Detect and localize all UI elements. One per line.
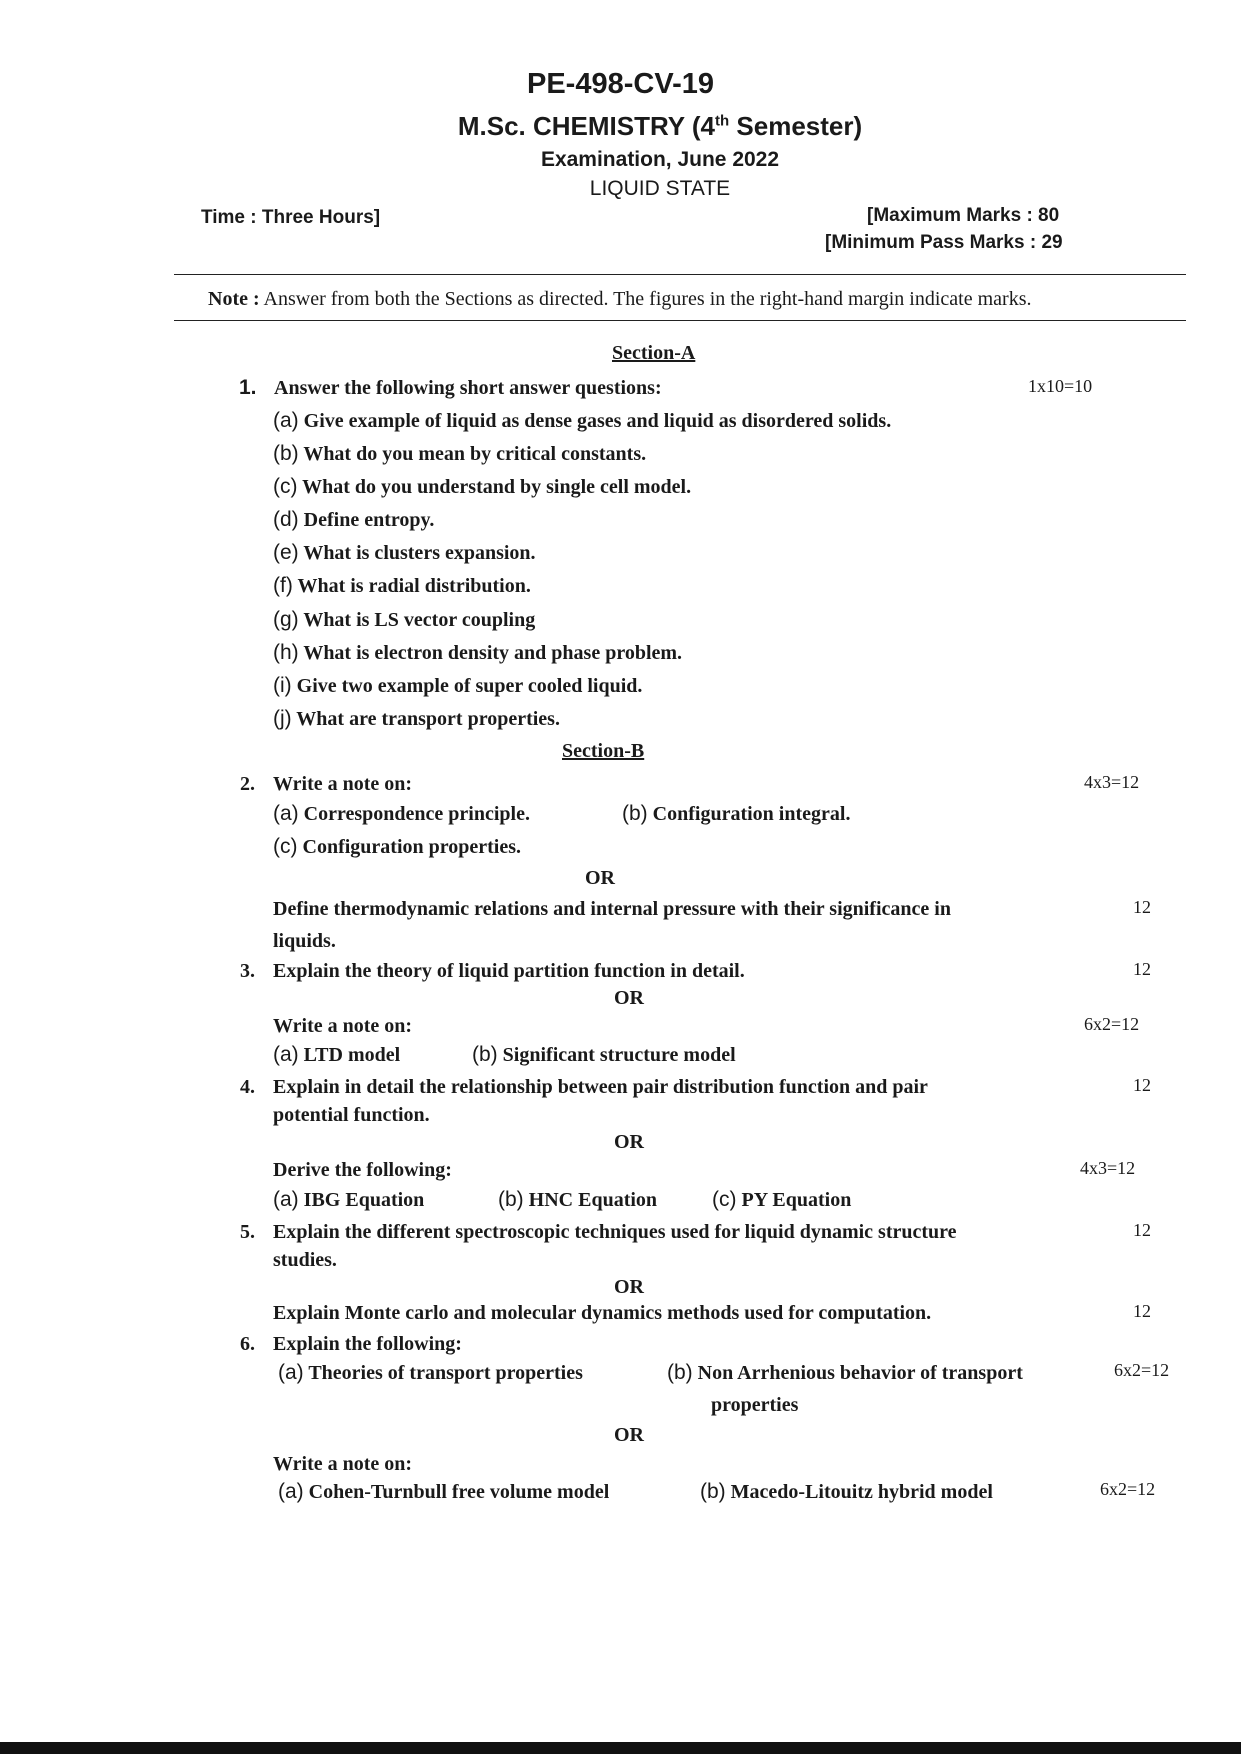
q6-alt-text: Write a note on: (273, 1453, 413, 1475)
q1-part-f: (f) What is radial distribution. (273, 574, 531, 597)
q1-text: Answer the following short answer questions: (274, 377, 662, 399)
section-a-title: Section-A (612, 342, 696, 364)
minimum-pass-marks: [Minimum Pass Marks : 29 (825, 232, 1063, 253)
q1-part-d: (d) Define entropy. (273, 508, 435, 531)
section-b-title: Section-B (562, 740, 645, 762)
course-title: M.Sc. CHEMISTRY (4th Semester) (457, 111, 863, 141)
q5-line1: Explain the different spectroscopic techniques used for liquid dynamic structure (273, 1221, 957, 1243)
q3-alt-marks: 6x2=12 (1084, 1014, 1140, 1034)
q5-line2: studies. (273, 1249, 337, 1271)
q4-part-c: (c) PY Equation (712, 1188, 852, 1211)
q4-marks: 12 (1133, 1075, 1151, 1095)
q4-line1: Explain in detail the relationship between pair distribution function and pair (273, 1076, 928, 1098)
q6-alt-part-a: (a) Cohen-Turnbull free volume model (278, 1480, 610, 1503)
q1-part-e: (e) What is clusters expansion. (273, 541, 536, 564)
q6-alt-part-b: (b) Macedo-Litouitz hybrid model (700, 1480, 993, 1503)
q6-number: 6. (240, 1333, 255, 1355)
q4-number: 4. (240, 1076, 255, 1098)
q4-or: OR (614, 1131, 644, 1153)
q6-part-a: (a) Theories of transport properties (278, 1361, 583, 1384)
q1-part-c: (c) What do you understand by single cell model. (273, 475, 692, 498)
q5-number: 5. (240, 1221, 255, 1243)
time-allowed: Time : Three Hours] (201, 207, 381, 228)
q1-part-b: (b) What do you mean by critical constants. (273, 442, 647, 465)
q6-marks: 6x2=12 (1114, 1360, 1170, 1380)
q3-part-b: (b) Significant structure model (472, 1043, 736, 1066)
examination-date: Examination, June 2022 (540, 148, 780, 171)
q6-or: OR (614, 1424, 644, 1446)
q6-part-b: (b) Non Arrhenious behavior of transport (667, 1361, 1023, 1384)
q4-alt-marks: 4x3=12 (1080, 1158, 1136, 1178)
q5-marks: 12 (1133, 1220, 1151, 1240)
q5-alt-text: Explain Monte carlo and molecular dynamics methods used for computation. (273, 1302, 932, 1324)
q4-line2: potential function. (273, 1104, 430, 1126)
q3-marks: 12 (1133, 959, 1151, 979)
scan-bottom-edge (0, 1742, 1241, 1754)
q1-marks: 1x10=10 (1028, 376, 1093, 396)
q1-part-i: (i) Give two example of super cooled liquid. (273, 674, 643, 697)
q4-alt-text: Derive the following: (273, 1159, 452, 1181)
q3-text: Explain the theory of liquid partition function in detail. (273, 960, 745, 982)
q2-or: OR (585, 867, 615, 889)
top-divider (174, 274, 1186, 275)
q1-part-h: (h) What is electron density and phase problem. (273, 641, 683, 664)
q2-text: Write a note on: (273, 773, 413, 795)
q4-part-b: (b) HNC Equation (498, 1188, 658, 1211)
paper-code: PE-498-CV-19 (527, 68, 714, 100)
q6-alt-marks: 6x2=12 (1100, 1479, 1156, 1499)
q2-alt-line1: Define thermodynamic relations and internal pressure with their significance in (273, 898, 951, 920)
q4-part-a: (a) IBG Equation (273, 1188, 425, 1211)
q2-alt-line2: liquids. (273, 930, 336, 952)
q3-part-a: (a) LTD model (273, 1043, 401, 1066)
note-divider (174, 320, 1186, 321)
q2-part-c: (c) Configuration properties. (273, 835, 522, 858)
q1-part-g: (g) What is LS vector coupling (273, 608, 536, 631)
q2-part-a: (a) Correspondence principle. (273, 802, 530, 825)
q6-text: Explain the following: (273, 1333, 462, 1355)
q5-or: OR (614, 1276, 644, 1298)
q3-number: 3. (240, 960, 255, 982)
maximum-marks: [Maximum Marks : 80 (867, 205, 1060, 226)
q3-alt-text: Write a note on: (273, 1015, 413, 1037)
q1-part-a: (a) Give example of liquid as dense gases and liquid as disordered solids. (273, 409, 892, 432)
instructions-note: Note : Answer from both the Sections as directed. The figures in the right-hand margin indicate marks. (208, 288, 1032, 310)
q1-number: 1. (239, 376, 257, 399)
q2-part-b: (b) Configuration integral. (622, 802, 851, 825)
q6-part-b-cont: properties (711, 1394, 799, 1416)
q2-marks: 4x3=12 (1084, 772, 1140, 792)
q5-alt-marks: 12 (1133, 1301, 1151, 1321)
q2-alt-marks: 12 (1133, 897, 1151, 917)
subject-title: LIQUID STATE (589, 177, 731, 200)
q3-or: OR (614, 987, 644, 1009)
q1-part-j: (j) What are transport properties. (273, 707, 560, 730)
q2-number: 2. (240, 773, 255, 795)
